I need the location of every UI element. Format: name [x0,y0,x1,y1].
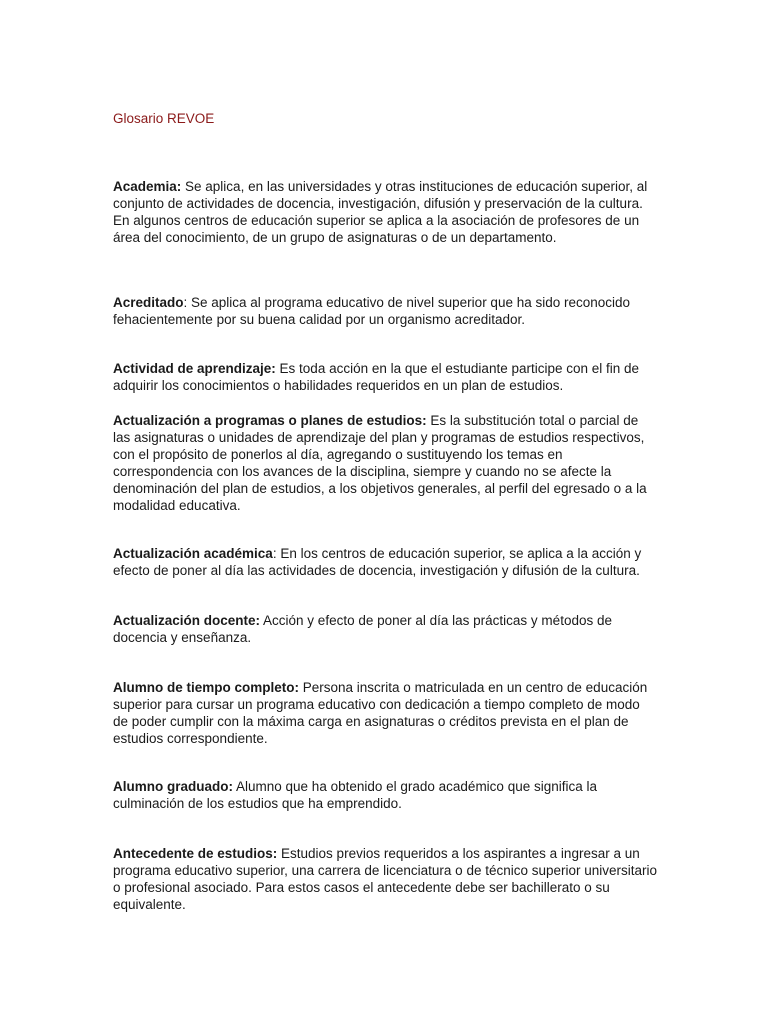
glossary-definition: Es toda acción en la que el estudiante participe con el fin de adquirir los conocimientos o habilidades requeridos en un plan de estudios. [113,361,640,393]
glossary-definition: Es la substitución total o parcial de las asignaturas o unidades de aprendizaje del plan y programas de estudios respectivos, con el propósito de ponerlos al día, agregando o sustituyendo los temas en correspondencia con los avances de la disciplina, siempre y cuando no se afecte la denominación del plan de estudios, a los objetivos generales, al perfil del egresado o a la modalidad educativa. [113,413,647,513]
glossary-term: Actualización académica [113,546,273,561]
glossary-definition: Persona inscrita o matriculada en un centro de educación superior para cursar un programa educativo con dedicación a tiempo completo de modo de poder cumplir con la máxima carga en asignaturas o créditos prevista en el plan de estudios correspondiente. [113,680,648,746]
glossary-entry-alumno-tiempo-completo [113,680,658,748]
glossary-definition: Se aplica, en las universidades y otras instituciones de educación superior, al conjunto de actividades de docencia, investigación, difusión y preservación de la cultura. En algunos centros de educación superior se aplica a la asociación de profesores de un área del conocimiento, de un grupo de asignaturas o de un departamento. [113,179,648,245]
glossary-entry-actualizacion-academica [113,546,658,580]
glossary-entry-academia [113,179,658,247]
glossary-entry-actividad-de-aprendizaje [113,361,658,395]
glossary-term: Acreditado [113,295,184,310]
glossary-entry-actualizacion-docente [113,613,658,647]
glossary-entry-actualizacion-programas [113,413,658,514]
glossary-definition: Acción y efecto de poner al día las prácticas y métodos de docencia y enseñanza. [113,613,612,645]
glossary-term: Academia: [113,179,182,194]
glossary-entry-antecedente-de-estudios [113,846,658,914]
glossary-term: Actualización docente: [113,613,261,628]
glossary-definition: : Se aplica al programa educativo de nivel superior que ha sido reconocido fehacientemente por su buena calidad por un organismo acreditador. [113,295,631,327]
glossary-definition: Estudios previos requeridos a los aspirantes a ingresar a un programa educativo superior, una carrera de licenciatura o de técnico superior universitario o profesional asociado. Para estos casos el antecedente debe ser bachillerato o su equivalente. [113,846,658,912]
glossary-definition: : En los centros de educación superior, se aplica a la acción y efecto de poner al día las actividades de docencia, investigación y difusión de la cultura. [113,546,642,578]
glossary-entry-alumno-graduado [113,779,658,813]
glossary-term: Alumno graduado: [113,779,233,794]
glossary-definition: Alumno que ha obtenido el grado académico que significa la culminación de los estudios que ha emprendido. [113,779,597,811]
glossary-term: Antecedente de estudios: [113,846,278,861]
glossary-term: Alumno de tiempo completo: [113,680,300,695]
glossary-term: Actividad de aprendizaje: [113,361,276,376]
document-title: Glosario REVOE [113,111,215,126]
glossary-entry-acreditado [113,295,658,329]
glossary-term: Actualización a programas o planes de estudios: [113,413,427,428]
